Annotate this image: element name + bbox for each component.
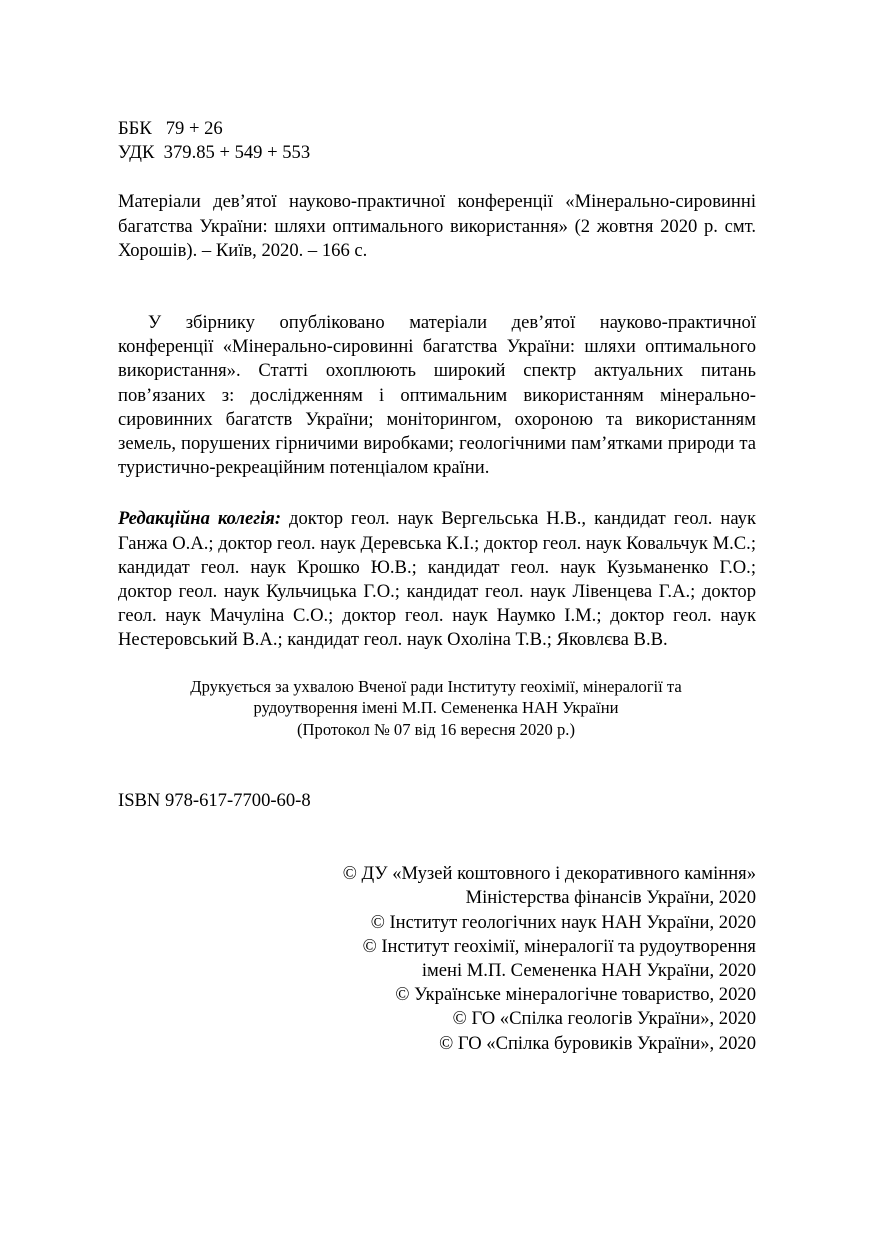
copyright-line: © Інститут геохімії, мінералогії та рудоутворення [362,935,756,957]
udk-value: 379.85 + 549 + 553 [163,142,311,164]
udk-label: УДК [118,142,155,164]
copyright-line: Міністерства фінансів України, 2020 [465,887,756,909]
publication-approval [118,676,746,741]
bbk-label: ББК [118,118,152,139]
copyright-line: © Українське мінералогічне товариство, 2020 [395,984,756,1006]
bbk-value: 79 + 26 [165,118,223,139]
udk-line [118,141,756,165]
isbn: ISBN 978-617-7700-60-8 [118,790,311,812]
editorial-board [118,507,756,652]
bibliographic-citation: Матеріали дев’ятої науково-практичної конференції «Мінерально-сировинні багатства України: шляхи оптимального використання» (2 жовтня 2020 р. смт. Хорошів). – Київ, 2020. – 166 с. [118,191,756,261]
copyright-line: © Інститут геологічних наук НАН України, 2020 [370,911,756,933]
copyright-line: © ГО «Спілка геологів України», 2020 [452,1008,756,1030]
copyright-block [118,862,756,1056]
abstract-paragraph: У збірнику опубліковано матеріали дев’ятої науково-практичної конференції «Мінерально-сировинні багатства України: шляхи оптимального використання». Статті охоплюють широкий спектр актуальних питань пов’язаних з: дослідженням і оптимальним використанням мінерально-сировинних багатств України; моніторингом, охороною та використанням земель, порушених гірничими виробками; геологічними пам’ятками природи та туристично-рекреаційним потенціалом країни. [118,312,756,479]
copyright-line: © ДУ «Музей коштовного і декоративного каміння» [342,863,756,885]
editorial-board-members: доктор геол. наук Вергельська Н.В., кандидат геол. наук Ганжа О.А.; доктор геол. наук Деревська К.І.; доктор геол. наук Ковальчук М.С.; кандидат геол. наук Крошко Ю.В.; кандидат геол. наук Кузьманенко Г.О.; доктор геол. наук Кульчицька Г.О.; кандидат геол. наук Лівенцева Г.А.; доктор геол. наук Мачуліна С.О.; доктор геол. наук Наумко І.М.; доктор геол. наук Нестеровський В.А.; кандидат геол. наук Охоліна Т.В.; Яковлєва В.В. [118,508,756,651]
classification-codes [118,117,756,165]
approval-line: Друкується за ухвалою Вченої ради Інституту геохімії, мінералогії та [190,676,682,696]
copyright-line: імені М.П. Семененка НАН України, 2020 [421,960,756,982]
bbk-line [118,117,756,141]
document-page [118,117,756,1056]
copyright-line: © ГО «Спілка буровиків України», 2020 [439,1032,756,1054]
approval-line: (Протокол № 07 від 16 вересня 2020 р.) [297,720,575,740]
approval-line: рудоутворення імені М.П. Семененка НАН України [253,698,619,718]
editorial-board-label: Редакційна колегія: [118,508,282,530]
